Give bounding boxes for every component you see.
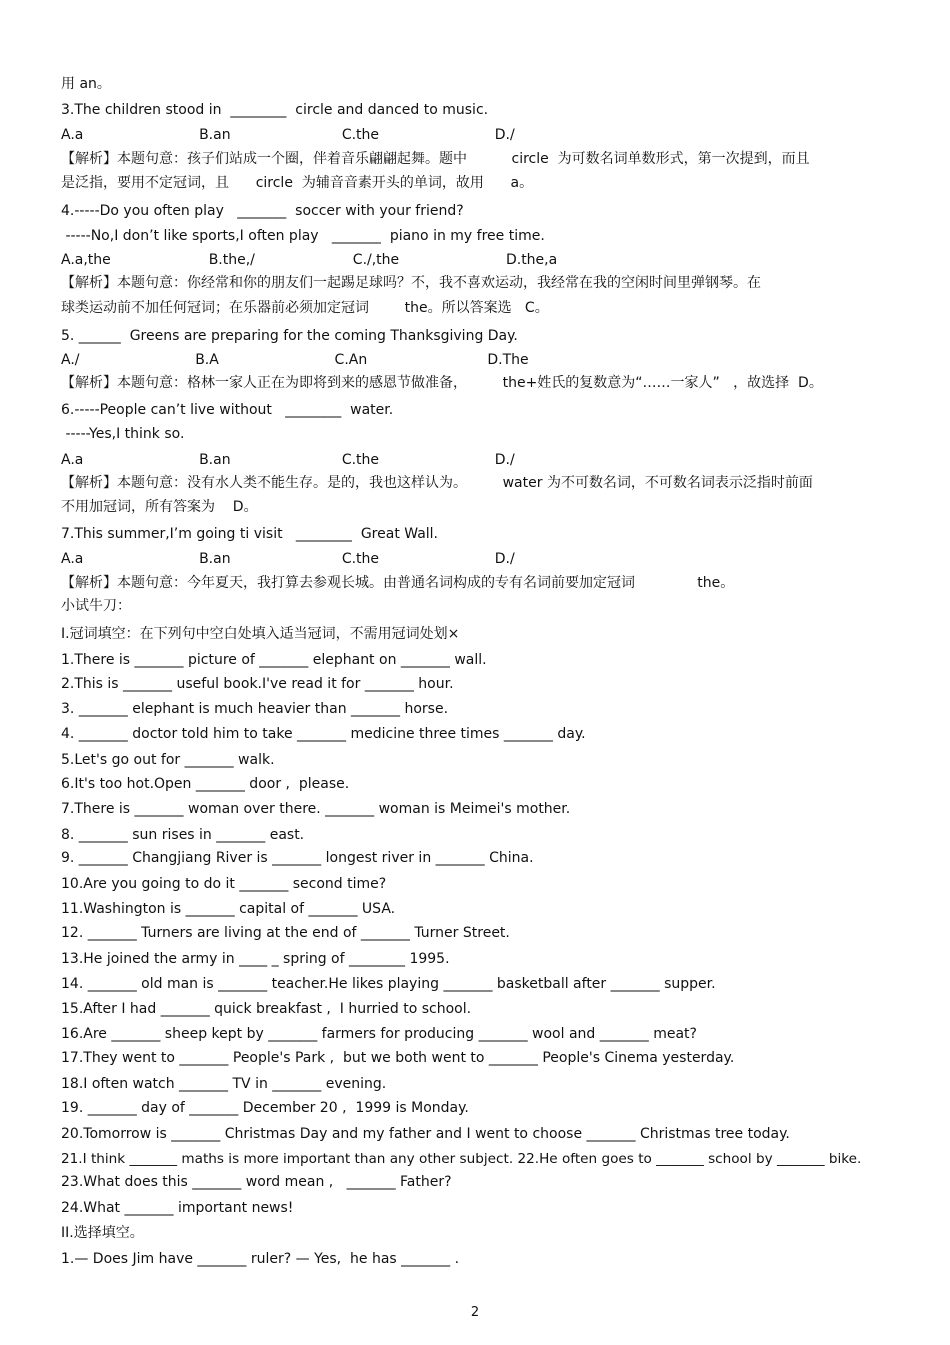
analysis-7: 【解析】本题句意：今年夏天，我打算去参观长城。由普通名词构成的专有名词前要加定冠词 the。 [61, 575, 735, 591]
exercise-14: 14. _______ old man is _______ teacher.He likes playing _______ basketball after _______ supper. [61, 976, 716, 992]
exercise-4: 4. _______ doctor told him to take _______ medicine three times _______ day. [61, 726, 586, 742]
analysis-5: 【解析】本题句意：格林一家人正在为即将到来的感恩节做准备， the+姓氏的复数意为“……一家人” ，故选择 D。 [61, 375, 823, 391]
exercise-10: 10.Are you going to do it _______ second time? [61, 876, 387, 892]
analysis-3: 【解析】本题句意：孩子们站成一个圈，伴着音乐翩翩起舞。题中 circle 为可数名词单数形式，第一次提到，而且 [61, 151, 810, 167]
question-5: 5. ______ Greens are preparing for the coming Thanksgiving Day. [61, 328, 518, 344]
exercise-7: 7.There is _______ woman over there. _______ woman is Meimei's mother. [61, 801, 571, 817]
exercise-20: 20.Tomorrow is _______ Christmas Day and my father and I went to choose _______ Christmas tree today. [61, 1126, 790, 1142]
exercise-8: 8. _______ sun rises in _______ east. [61, 827, 305, 843]
question-4: 4.-----Do you often play _______ soccer with your friend? [61, 203, 464, 219]
exercise-15: 15.After I had _______ quick breakfast , I hurried to school. [61, 1001, 472, 1017]
part-ii-heading: II.选择填空。 [61, 1225, 144, 1241]
options-7: A.a B.an C.the D./ [61, 551, 515, 567]
part-i-heading: I.冠词填空：在下列句中空白处填入适当冠词，不需用冠词处划× [61, 626, 460, 642]
question-4-reply: -----No,I don’t like sports,I often play _______ piano in my free time. [61, 228, 545, 244]
text-line: 用 an。 [61, 76, 111, 92]
section-heading: 小试牛刀： [61, 598, 131, 614]
exercise-12: 12. _______ Turners are living at the end of _______ Turner Street. [61, 925, 510, 941]
exercise-13: 13.He joined the army in ____ _ spring of ________ 1995. [61, 951, 450, 967]
options-4: A.a,the B.the,/ C./,the D.the,a [61, 252, 558, 268]
exercise-23: 23.What does this _______ word mean , _______ Father? [61, 1174, 452, 1190]
question-6: 6.-----People can’t live without ________ water. [61, 402, 394, 418]
options-6: A.a B.an C.the D./ [61, 452, 515, 468]
exercise-16: 16.Are _______ sheep kept by _______ farmers for producing _______ wool and _______ meat? [61, 1026, 697, 1042]
analysis-3-cont: 是泛指，要用不定冠词，且 circle 为辅音音素开头的单词，故用 a。 [61, 175, 534, 191]
exercise-3: 3. _______ elephant is much heavier than _______ horse. [61, 701, 449, 717]
question-6-reply: -----Yes,I think so. [61, 426, 185, 442]
exercise-6: 6.It's too hot.Open _______ door , please. [61, 776, 350, 792]
options-5: A./ B.A C.An D.The [61, 352, 529, 368]
exercise-1: 1.There is _______ picture of _______ elephant on _______ wall. [61, 652, 487, 668]
exercise-19: 19. _______ day of _______ December 20 , 1999 is Monday. [61, 1100, 469, 1116]
exercise-5: 5.Let's go out for _______ walk. [61, 752, 275, 768]
exercise-24: 24.What _______ important news! [61, 1200, 294, 1216]
question-7: 7.This summer,I’m going ti visit ________ Great Wall. [61, 526, 439, 542]
options-3: A.a B.an C.the D./ [61, 127, 515, 143]
exercise-2: 2.This is _______ useful book.I've read it for _______ hour. [61, 676, 454, 692]
exercise-9: 9. _______ Changjiang River is _______ longest river in _______ China. [61, 850, 534, 866]
question-3: 3.The children stood in ________ circle and danced to music. [61, 102, 489, 118]
choice-1: 1.— Does Jim have _______ ruler? — Yes, he has _______ . [61, 1251, 460, 1267]
analysis-6-cont: 不用加冠词，所有答案为 D。 [61, 499, 258, 515]
exercise-18: 18.I often watch _______ TV in _______ evening. [61, 1076, 387, 1092]
analysis-4: 【解析】本题句意：你经常和你的朋友们一起踢足球吗？不，我不喜欢运动，我经常在我的空闲时间里弹钢琴。在 [61, 275, 761, 291]
exercise-17: 17.They went to _______ People's Park , but we both went to _______ People's Cinema yesterday. [61, 1050, 735, 1066]
exercise-11: 11.Washington is _______ capital of _______ USA. [61, 901, 396, 917]
page-number: 2 [470, 1305, 480, 1320]
analysis-6: 【解析】本题句意：没有水人类不能生存。是的，我也这样认为。 water 为不可数名词，不可数名词表示泛指时前面 [61, 475, 813, 491]
analysis-4-cont: 球类运动前不加任何冠词；在乐器前必须加定冠词 the。所以答案选 C。 [61, 300, 549, 316]
exercise-21-22: 21.I think _______ maths is more important than any other subject. 22.He often goes to _______ school by _______ bike. [61, 1151, 862, 1167]
